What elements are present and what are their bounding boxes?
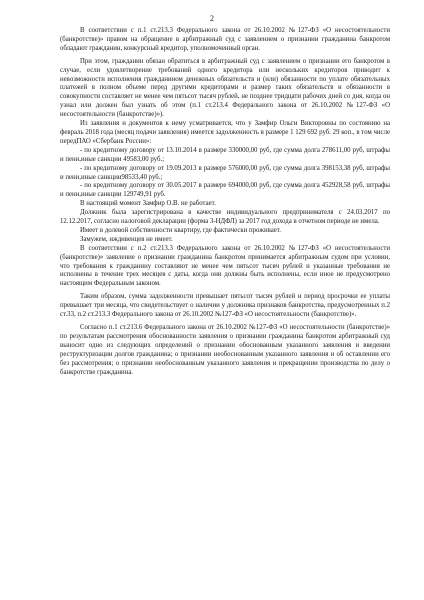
page-number: 2 [210, 14, 214, 23]
paragraph-right-to-file: В соответствии с п.1 ст.213.3 Федерального закона от 26.10.2002 №127-ФЗ «О несостоятельности (банкротстве)» правом на обращение в арбитражный суд с заявлением о признании гражданина банкротом обладают гражданин, конкурсный кредитор, уполномоченный орган. [60, 27, 390, 52]
paragraph-employment: В настоящий момент Замфир О.В. не работает. [80, 200, 216, 208]
paragraph-loan-2013: - по кредитному договору от 19.09.2013 в размере 576000,00 руб, где сумма долга 398153,38 руб, штрафы и пени,иные санкции98533,40 руб.; [60, 164, 390, 181]
paragraph-debtor-obligation: При этом, гражданин обязан обратиться в арбитражный суд с заявлением о признании его банкротом в случае, если удовлетворение требований одного кредитора или нескольких кредиторов приводит к невозможности исполнения гражданином денежных обязательств и (или) обязанности по уплате обязательных платежей в полном объеме перед другими кредиторами и размер таких обязательств и обязанности в совокупности составляет не менее чем пятьсот тысяч рублей, не позднее тридцати рабочих дней со дня, когда он узнал или должен был узнать об этом (п.1 ст.213.4 Федерального закона от 26.10.2002 №127-ФЗ «О несостоятельности (банкротстве)»). [60, 57, 390, 119]
paragraph-loan-2014: - по кредитному договору от 13.10.2014 в размере 330000,00 руб, где сумма долга 278611,00 руб, штрафы и пени,иные санкции 49583,00 руб.; [60, 146, 390, 163]
paragraph-entrepreneur: Должник была зарегистрирована в качестве индивидуального предпринимателя с 24.03.2017 по 12.12.2017, согласно налоговой декларации (форма 3-НДФЛ) за 2017 год дохода в отчетном периоде не имела. [60, 209, 390, 226]
paragraph-debt-amount: Из заявления и документов к нему усматривается, что у Замфир Ольги Викторовны по состоянию на февраль 2018 года (месяц подачи заявления) имеется задолженность в размере 1 129 692 руб. 29 коп., в том числе передПАО «Сбербанк России»: [60, 120, 390, 145]
paragraph-property: Имеет в долевой собственности квартиру, где фактически проживает. [80, 226, 281, 234]
paragraph-court-rulings: Согласно п.1 ст.213.6 Федерального закона от 26.10.2002 №127-ФЗ «О несостоятельности (банкротстве)» по результатам рассмотрения обоснованности заявления о признании гражданина банкротом арбитражный суд выносит одно из следующих определений о признании обоснованным указанного заявления и введении реструктуризации долгов гражданина; о признании необоснованным указанного заявления и об оставлении его без рассмотрения; о признании необоснованным указанного заявления и прекращении производства по делу о банкротстве гражданина. [60, 324, 390, 376]
paragraph-conclusion: Таким образом, сумма задолженности превышает пятьсот тысяч рублей и период просрочки ее уплаты превышает три месяца, что свидетельствует о наличии у должника признаков банкротства, предусмотренных п.2 ст.33, п.2 ст.213.3 Федерального закона от 26.10.2002 №127-ФЗ «О несостоятельности (банкротстве)». [60, 293, 390, 319]
paragraph-loan-2017: - по кредитному договору от 30.05.2017 в размере 694000,00 руб, где сумма долга 452928,58 руб, штрафы и пени,иные санкции 129749,91 руб. [60, 182, 390, 199]
paragraph-family: Замужем, иждивенцев не имеет. [80, 235, 173, 243]
paragraph-acceptance-conditions: В соответствии с п.2 ст.213.3 Федерального закона от 26.10.2002 №127-ФЗ «О несостоятельности (банкротстве)» заявление о признании гражданина банкротом принимается арбитражным судом при условии, что требования к гражданину составляют не менее чем пятьсот тысяч рублей и указанные требования не исполнены в течение трех месяцев с даты, когда они должны быть исполнены, если иное не предусмотрено настоящим Федеральным законом. [60, 244, 390, 288]
